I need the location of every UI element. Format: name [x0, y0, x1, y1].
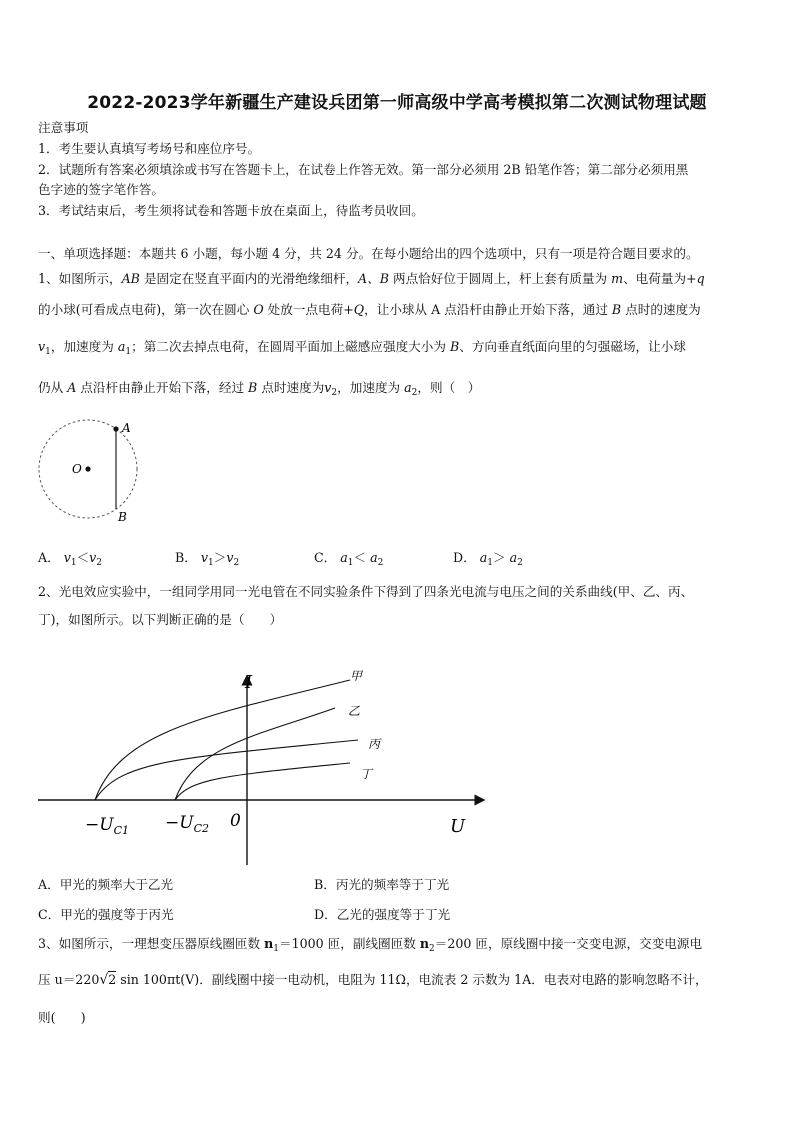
q1-figure [30, 415, 160, 530]
tick-uc1: $-U_{C1}$ [85, 815, 129, 837]
origin-label: 0 [230, 811, 241, 831]
q2-line-2: 丁)，如图所示。以下判断正确的是（ ） [38, 612, 283, 627]
x-axis-label: U [450, 816, 466, 837]
q1-line-2: 的小球(可看成点电荷)，第一次在圆心 O 处放一点电荷+Q，让小球从 A 点沿杆由静止开始下落，通过 B 点时的速度为 [38, 302, 701, 317]
q2-line-1: 2、光电效应实验中，一组同学用同一光电管在不同实验条件下得到了四条光电流与电压之间的关系曲线(甲、乙、丙、 [38, 584, 694, 599]
q3-line-2: 压 u＝220√2 sin 100πt(V)．副线圈中接一电动机，电阻为 11Ω，电流表 2 示数为 1A．电表对电路的影响忽略不计， [38, 972, 708, 988]
y-axis-label: I [245, 672, 253, 693]
label-ding: 丁 [360, 767, 373, 781]
q1-option-c: C． $a_1< a_2$ [314, 550, 384, 568]
q1-line-4: 仍从 A 点沿杆由静止开始下落，经过 B 点时速度为$v_2$，加速度为 $a_2$，则（ ） [38, 380, 481, 398]
page-title: 2022-2023学年新疆生产建设兵团第一师高级中学高考模拟第二次测试物理试题 [87, 93, 707, 113]
q2-option-c: C．甲光的强度等于丙光 [38, 907, 174, 922]
q1-option-a: A． $v_1<v_2$ [38, 550, 103, 568]
curve-yi [175, 708, 335, 800]
curve-ding [175, 763, 350, 800]
q2-option-d: D．乙光的强度等于丁光 [314, 907, 451, 922]
q2-option-b: B．丙光的频率等于丁光 [314, 877, 450, 892]
curve-jia [95, 680, 350, 800]
label-b: B [118, 510, 127, 524]
notice-item-1: 1．考生要认真填写考场号和座位序号。 [38, 141, 261, 156]
q2-chart [30, 660, 490, 870]
label-bing: 丙 [368, 737, 381, 751]
point-a-dot [113, 426, 118, 431]
center-dot [85, 466, 90, 471]
q1-line-3: $v_1$，加速度为 $a_1$；第二次去掉点电荷，在圆周平面加上磁感应强度大小为 B、方向垂直纸面向里的匀强磁场，让小球 [38, 339, 686, 357]
q1-line-1: 1、如图所示，AB 是固定在竖直平面内的光滑绝缘细杆，A、B 两点恰好位于圆周上，杆上套有质量为 m、电荷量为+q [38, 271, 705, 286]
q1-option-d: D． $a_1> a_2$ [453, 550, 523, 568]
q3-line-3: 则( ) [38, 1010, 86, 1025]
label-yi: 乙 [348, 704, 361, 718]
notice-item-3: 3．考试结束后，考生须将试卷和答题卡放在桌面上，待监考员收回。 [38, 203, 424, 218]
q1-option-b: B． $v_1>v_2$ [175, 550, 240, 568]
label-o: O [72, 462, 82, 476]
q3-line-1: 3、如图所示，一理想变压器原线圈匝数 $n_1=1000$ 匝，副线圈匝数 $n_2=200$ 匝，原线圈中接一交变电源，交变电源电 [38, 936, 703, 954]
tick-uc2: $-U_{C2}$ [165, 813, 209, 835]
label-a: A [122, 421, 131, 435]
label-jia: 甲 [350, 669, 363, 683]
section-heading: 一、单项选择题：本题共 6 小题，每小题 4 分，共 24 分。在每小题给出的四个选项中，只有一项是符合题目要求的。 [38, 246, 699, 261]
notice-item-2-cont: 色字迹的签字笔作答。 [38, 182, 164, 197]
q2-option-a: A．甲光的频率大于乙光 [38, 877, 174, 892]
notice-item-2: 2．试题所有答案必须填涂或书写在答题卡上，在试卷上作答无效。第一部分必须用 2B 铅笔作答；第二部分必须用黑 [38, 162, 689, 177]
notice-heading: 注意事项 [38, 120, 89, 135]
curve-bing [95, 740, 358, 800]
